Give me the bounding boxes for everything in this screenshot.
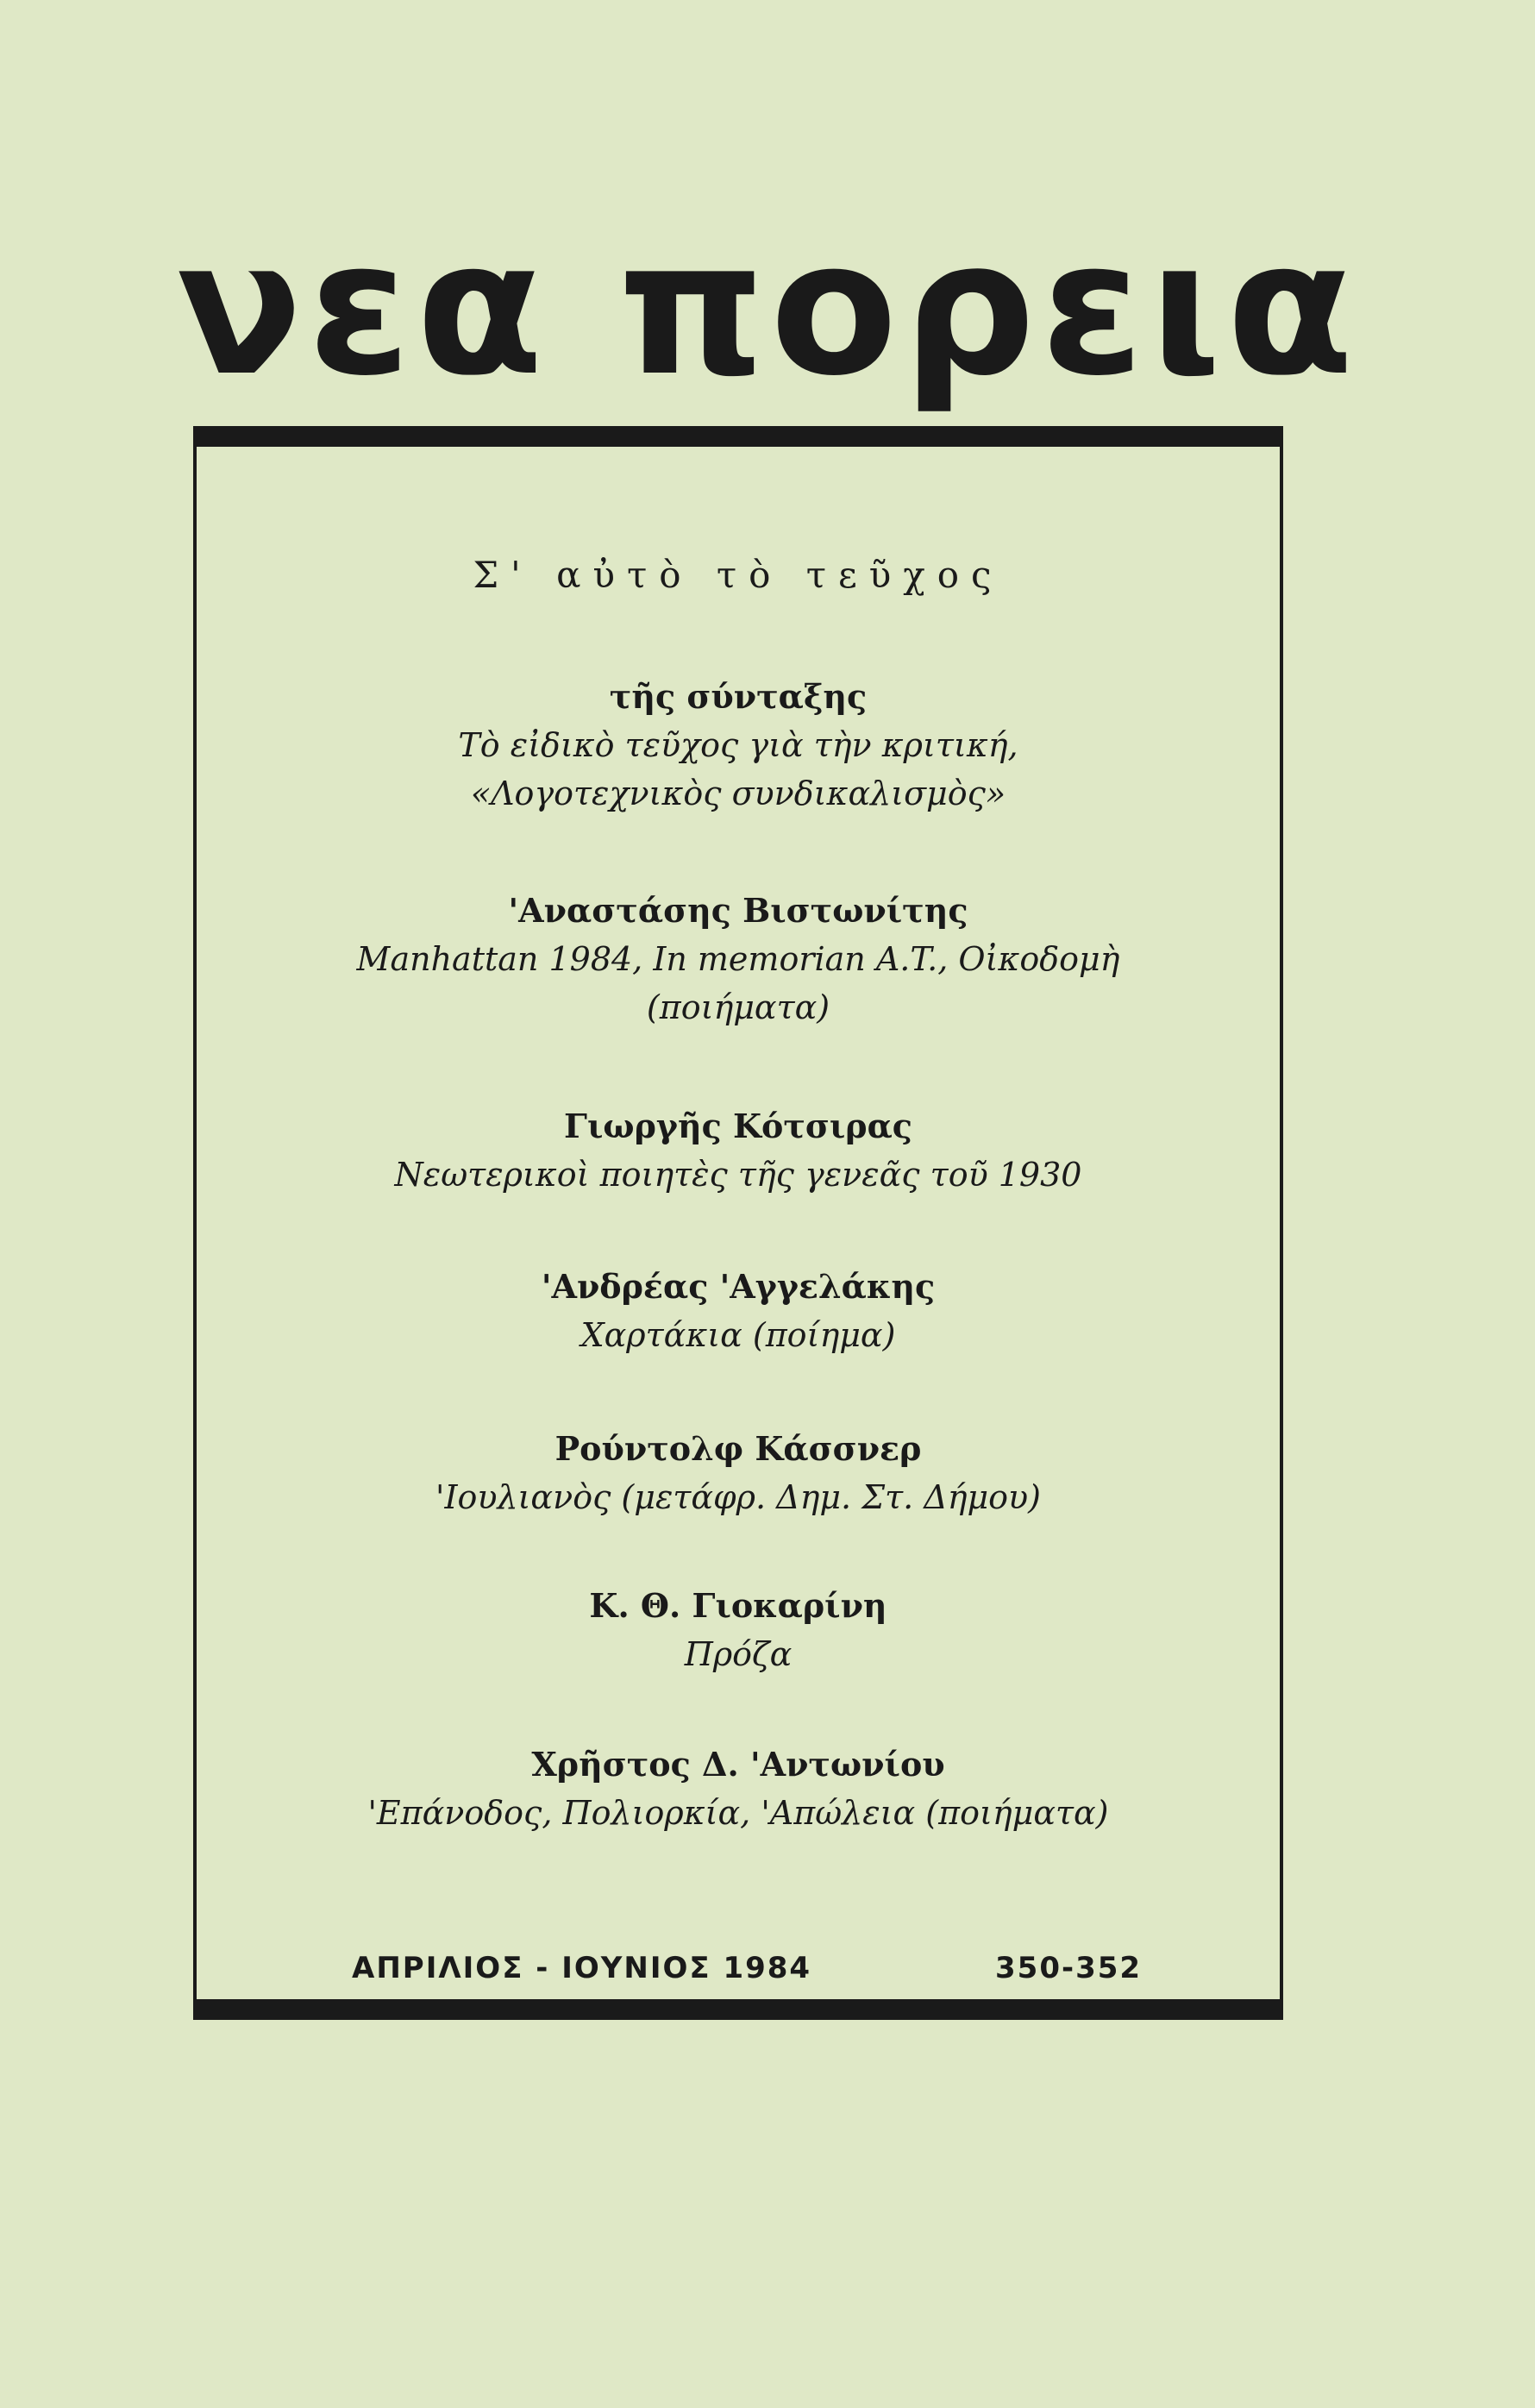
- entry-author: 'Ανδρέας 'Αγγελάκης: [541, 1267, 936, 1306]
- entry-work: Πρόζα: [684, 1635, 793, 1673]
- entry-work: Νεωτερικοὶ ποιητὲς τῆς γενεᾶς τοῦ 1930: [394, 1156, 1082, 1194]
- entry-work: 'Ιουλιανὸς (μετάφρ. Δημ. Στ. Δήμου): [435, 1478, 1041, 1516]
- contents-heading: Σ' αὐτὸ τὸ τεῦχος: [473, 554, 1004, 596]
- contents-entry: [197, 887, 1280, 1032]
- contents-entry: [197, 1582, 1280, 1678]
- entry-work: «Λογοτεχνικὸς συνδικαλισμὸς»: [470, 774, 1006, 812]
- entry-author: Ρούντολφ Κάσσνερ: [554, 1429, 922, 1468]
- entry-work: Manhattan 1984, In memorian A.T., Οἰκοδομὴ: [356, 940, 1120, 978]
- contents-entry: [197, 673, 1280, 818]
- contents-entry: [197, 1425, 1280, 1521]
- entry-author: τῆς σύνταξης: [609, 677, 868, 716]
- contents-frame: [193, 426, 1283, 2020]
- entry-work: (ποιήματα): [646, 988, 830, 1026]
- issue-date: ΑΠΡΙΛΙΟΣ - ΙΟΥΝΙΟΣ 1984: [352, 1951, 812, 1985]
- entry-work: 'Επάνοδος, Πολιορκία, 'Απώλεια (ποιήματα): [367, 1794, 1109, 1832]
- entry-author: Χρῆστος Δ. 'Αντωνίου: [531, 1745, 945, 1784]
- entry-author: 'Αναστάσης Βιστωνίτης: [508, 891, 968, 930]
- contents-entry: [197, 1263, 1280, 1359]
- contents-entry: [197, 1102, 1280, 1199]
- magazine-title: νεα πορεια: [176, 200, 1359, 417]
- entry-author: Κ. Θ. Γιοκαρίνη: [589, 1586, 887, 1625]
- entry-work: Τὸ εἰδικὸ τεῦχος γιὰ τὴν κριτική,: [458, 726, 1018, 764]
- entry-work: Χαρτάκια (ποίημα): [580, 1316, 896, 1354]
- issue-number: 350-352: [995, 1951, 1143, 1985]
- entry-author: Γιωργῆς Κότσιρας: [564, 1107, 912, 1145]
- contents-entry: [197, 1740, 1280, 1837]
